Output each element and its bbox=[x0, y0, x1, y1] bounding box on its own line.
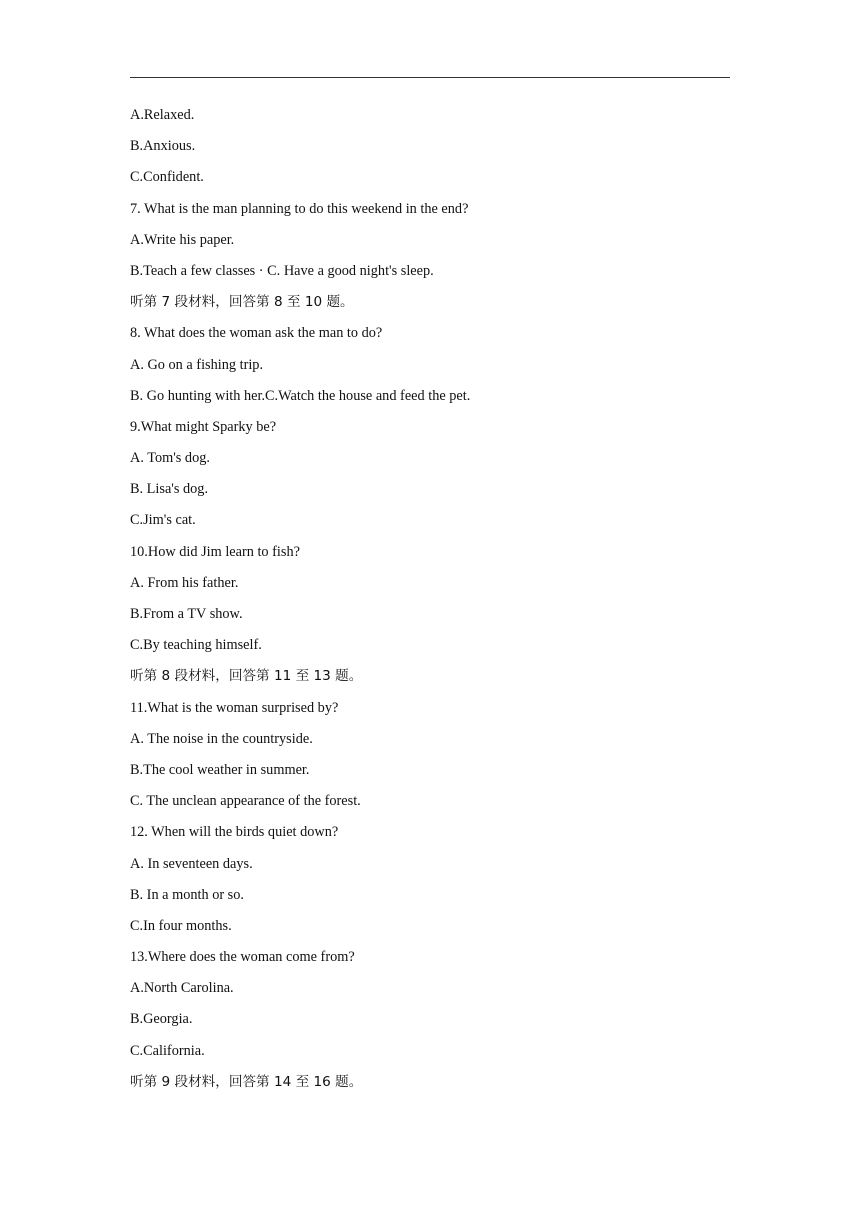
option-b-q11: B.The cool weather in summer. bbox=[130, 761, 310, 778]
section-instruction-8: 听第 8 段材料，回答第 11 至 13 题。 bbox=[130, 668, 363, 685]
option-b-q10: B.From a TV show. bbox=[130, 606, 243, 622]
question-list bbox=[130, 100, 730, 1098]
option-b-q6: B.Anxious. bbox=[130, 138, 196, 155]
option-a-q11: A. The noise in the countryside. bbox=[130, 730, 313, 747]
question-13: 13.Where does the woman come from? bbox=[130, 949, 355, 966]
option-a-q8: A. Go on a fishing trip. bbox=[130, 356, 264, 373]
option-b-q12: B. In a month or so. bbox=[130, 886, 244, 903]
option-c-q9: C.Jim's cat. bbox=[130, 512, 196, 529]
option-c-q6: C.Confident. bbox=[130, 169, 204, 186]
option-a-q9: A. Tom's dog. bbox=[130, 450, 210, 467]
option-a-q7: A.Write his paper. bbox=[130, 231, 235, 248]
option-c-q10: C.By teaching himself. bbox=[130, 637, 262, 654]
section-instruction-7: 听第 7 段材料，回答第 8 至 10 题。 bbox=[130, 294, 354, 311]
option-b-q9: B. Lisa's dog. bbox=[130, 481, 209, 498]
question-10: 10.How did Jim learn to fish? bbox=[130, 543, 300, 560]
option-a-q10: A. From his father. bbox=[130, 574, 239, 591]
question-8: 8. What does the woman ask the man to do? bbox=[130, 325, 383, 342]
section-instruction-9: 听第 9 段材料，回答第 14 至 16 题。 bbox=[130, 1073, 363, 1090]
option-b-c-q7: B.Teach a few classes · C. Have a good night's sleep. bbox=[130, 262, 434, 279]
option-b-q13: B.Georgia. bbox=[130, 1011, 193, 1028]
option-a-q12: A. In seventeen days. bbox=[130, 855, 253, 872]
option-c-q13: C.California. bbox=[130, 1042, 205, 1059]
header-divider bbox=[130, 77, 730, 78]
question-9: 9.What might Sparky be? bbox=[130, 418, 277, 435]
option-b-c-q8: B. Go hunting with her.C.Watch the house and feed the pet. bbox=[130, 387, 471, 404]
option-a-q13: A.North Carolina. bbox=[130, 980, 234, 997]
option-a-q6: A.Relaxed. bbox=[130, 107, 195, 123]
option-c-q12: C.In four months. bbox=[130, 917, 232, 934]
question-7: 7. What is the man planning to do this weekend in the end? bbox=[130, 200, 469, 217]
question-11: 11.What is the woman surprised by? bbox=[130, 699, 339, 716]
question-12: 12. When will the birds quiet down? bbox=[130, 824, 339, 841]
option-c-q11: C. The unclean appearance of the forest. bbox=[130, 793, 361, 810]
